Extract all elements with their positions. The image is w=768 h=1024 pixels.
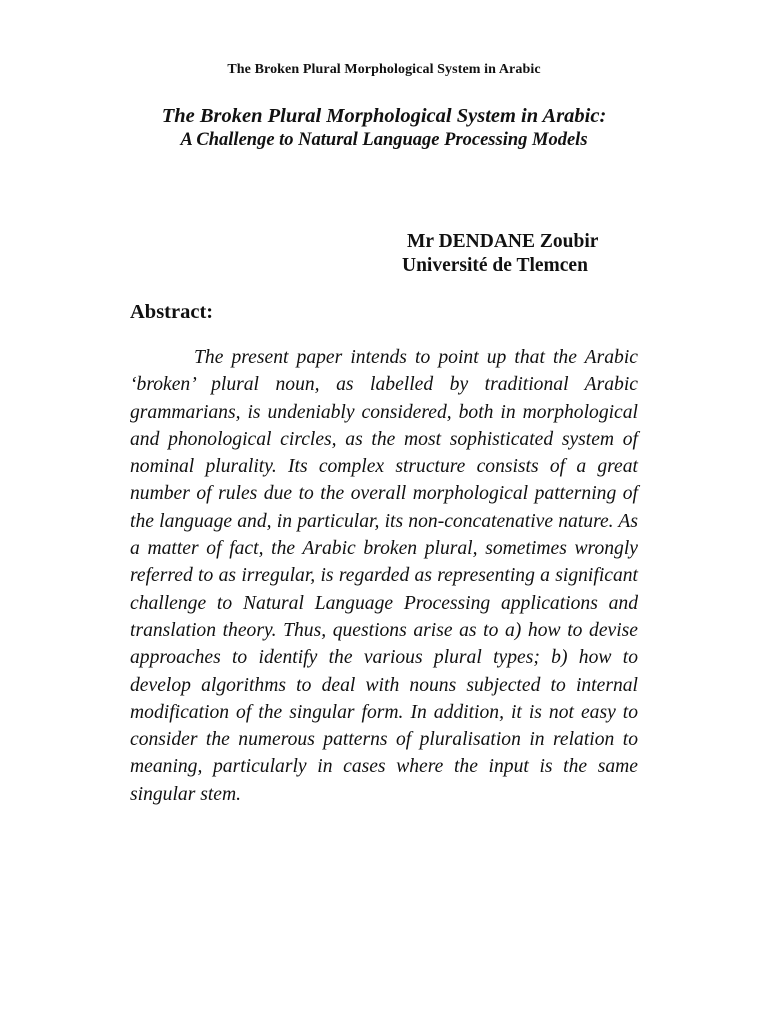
- author-affiliation: Université de Tlemcen: [402, 255, 588, 276]
- paper-subtitle: A Challenge to Natural Language Processing Models: [180, 130, 588, 150]
- author-name: Mr DENDANE Zoubir: [407, 231, 599, 252]
- paper-title: The Broken Plural Morphological System in Arabic:: [161, 105, 607, 127]
- abstract-paragraph: The present paper intends to point up that the Arabic ‘broken’ plural noun, as labelled by traditional Arabic grammarians, is undeniably considered, both in morphological and phonological circles, as the most sophisticated system of nominal plurality. Its complex structure consists of a great number of rules due to the overall morphological patterning of the language and, in particular, its non-concatenative nature. As a matter of fact, the Arabic broken plural, sometimes wrongly referred to as irregular, is regarded as representing a significant challenge to Natural Language Processing applications and translation theory. Thus, questions arise as to a) how to devise approaches to identify the various plural types; b) how to develop algorithms to deal with nouns subjected to internal modification of the singular form. In addition, it is not easy to consider the numerous patterns of pluralisation in relation to meaning, particularly in cases where the input is the same singular stem.: [130, 347, 638, 805]
- running-header: The Broken Plural Morphological System in Arabic: [227, 62, 541, 77]
- abstract-heading: Abstract:: [130, 301, 214, 323]
